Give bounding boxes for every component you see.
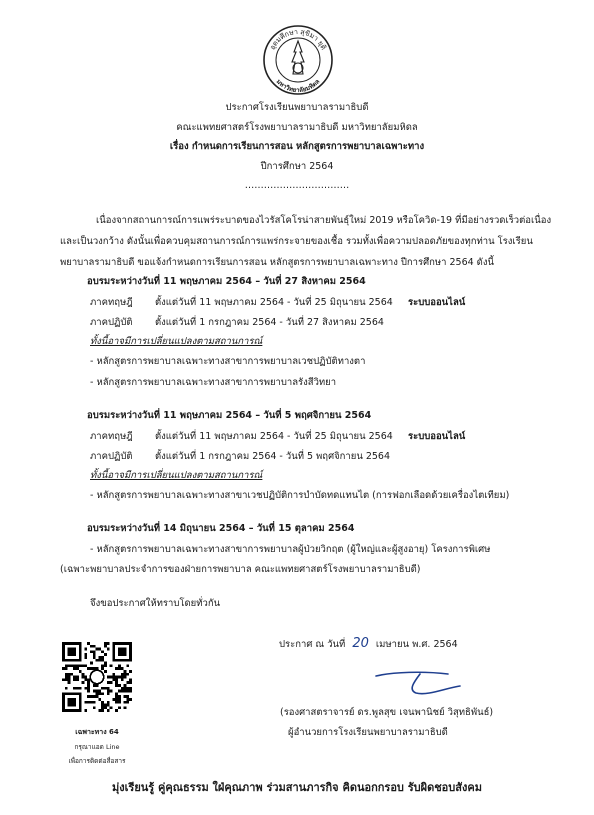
block1-theory-label: ภาคทฤษฎี (90, 297, 133, 308)
qr-caption-2: กรุณาแอด Line (74, 743, 120, 751)
qr-caption-1: เฉพาะทาง 64 (75, 728, 119, 736)
intro-line1: เนื่องจากสถานการณ์การแพร่ระบาดของไวรัสโคโรน่าสายพันธุ์ใหม่ 2019 หรือโควิด-19 ที่มีอย่างรวดเร็วต่อเนื่อง (96, 215, 552, 226)
block3-item-line2: (เฉพาะพยาบาลประจำการของฝ่ายการพยาบาล คณะแพทยศาสตร์โรงพยาบาลรามาธิบดี) (60, 564, 421, 575)
seal-bottom-text: มหาวิทยาลัยมหิดล (274, 78, 322, 95)
block2-note: ทั้งนี้อาจมีการเปลี่ยนแปลงตามสถานการณ์ (90, 470, 263, 481)
block2-item-1: - หลักสูตรการพยาบาลเฉพาะทางสาขาเวชปฏิบัติการบำบัดทดแทนไต (การฟอกเลือดด้วยเครื่องไตเทียม) (90, 490, 510, 501)
signer-name: (รองศาสตราจารย์ ดร.พูลสุข เจนพานิชย์ วิสุทธิพันธ์) (280, 707, 494, 718)
qr-caption-3: เพื่อการติดต่อสื่อสาร (68, 757, 126, 765)
header-divider: …………………………… (244, 180, 350, 191)
block2-online-badge: ระบบออนไลน์ (408, 431, 466, 442)
header-subject: เรื่อง กำหนดการเรียนการสอน หลักสูตรการพยาบาลเฉพาะทาง (169, 141, 425, 152)
block1-online-badge: ระบบออนไลน์ (408, 297, 466, 308)
header-year: ปีการศึกษา 2564 (260, 161, 334, 172)
signer-title: ผู้อำนวยการโรงเรียนพยาบาลรามาธิบดี (288, 727, 448, 738)
block1-item-1: - หลักสูตรการพยาบาลเฉพาะทางสาขาการพยาบาลเวชปฏิบัติทางตา (90, 356, 366, 367)
block2-theory-label: ภาคทฤษฎี (90, 431, 133, 442)
block2-practice-label: ภาคปฏิบัติ (90, 451, 133, 462)
svg-text:มหาวิทยาลัยมหิดล (275, 78, 322, 94)
block1-practice-label: ภาคปฏิบัติ (90, 317, 133, 328)
intro-line2: และเป็นวงกว้าง ดังนั้นเพื่อควบคุมสถานการณ์การแพร่กระจายของเชื้อ รวมทั้งเพื่อความปลอดภัยของทุกท่าน โรงเรียน (60, 236, 533, 247)
block2-heading: อบรมระหว่างวันที่ 11 พฤษภาคม 2564 – วันที่ 5 พฤศจิกายน 2564 (87, 410, 372, 421)
announce-date (279, 638, 458, 651)
block1-note: ทั้งนี้อาจมีการเปลี่ยนแปลงตามสถานการณ์ (90, 336, 263, 347)
block1-heading: อบรมระหว่างวันที่ 11 พฤษภาคม 2564 – วันที่ 27 สิงหาคม 2564 (87, 276, 366, 287)
closing-text: จึงขอประกาศให้ทราบโดยทั่วกัน (90, 598, 221, 609)
announce-prefix: ประกาศ ณ วันที่ (279, 639, 346, 650)
announce-month-year: เมษายน พ.ศ. 2564 (375, 639, 458, 650)
announce-day: 20 (352, 636, 369, 651)
block1-practice-dates: ตั้งแต่วันที่ 1 กรกฎาคม 2564 - วันที่ 27 สิงหาคม 2564 (155, 317, 384, 328)
seal-top-text: อุดมศึกษา สุขิมา ยุติ (268, 27, 328, 52)
university-seal-icon (262, 24, 334, 96)
header-line1: ประกาศโรงเรียนพยาบาลรามาธิบดี (225, 102, 369, 113)
block1-theory-dates: ตั้งแต่วันที่ 11 พฤษภาคม 2564 - วันที่ 25 มิถุนายน 2564 (155, 297, 393, 308)
block2-theory-dates: ตั้งแต่วันที่ 11 พฤษภาคม 2564 - วันที่ 25 มิถุนายน 2564 (155, 431, 393, 442)
block3-heading: อบรมระหว่างวันที่ 14 มิถุนายน 2564 – วันที่ 15 ตุลาคม 2564 (87, 523, 355, 534)
intro-line3: พยาบาลรามาธิบดี ขอแจ้งกำหนดการเรียนการสอน หลักสูตรการพยาบาลเฉพาะทาง ปีการศึกษา 2564 ดังนี้ (60, 257, 494, 268)
header-line2: คณะแพทยศาสตร์โรงพยาบาลรามาธิบดี มหาวิทยาลัยมหิดล (176, 122, 418, 133)
qr-code[interactable] (62, 642, 132, 712)
block1-item-2: - หลักสูตรการพยาบาลเฉพาะทางสาขาการพยาบาลรังสีวิทยา (90, 377, 337, 388)
footer-motto: มุ่งเรียนรู้ คู่คุณธรรม ใฝ่คุณภาพ ร่วมสานภารกิจ คิดนอกกรอบ รับผิดชอบสังคม (112, 781, 482, 794)
signature-mark (368, 668, 468, 700)
block3-item-line1: - หลักสูตรการพยาบาลเฉพาะทางสาขาการพยาบาลผู้ป่วยวิกฤต (ผู้ใหญ่และผู้สูงอายุ) โครงการพิเศษ (90, 544, 491, 555)
block2-practice-dates: ตั้งแต่วันที่ 1 กรกฎาคม 2564 - วันที่ 5 พฤศจิกายน 2564 (155, 451, 391, 462)
